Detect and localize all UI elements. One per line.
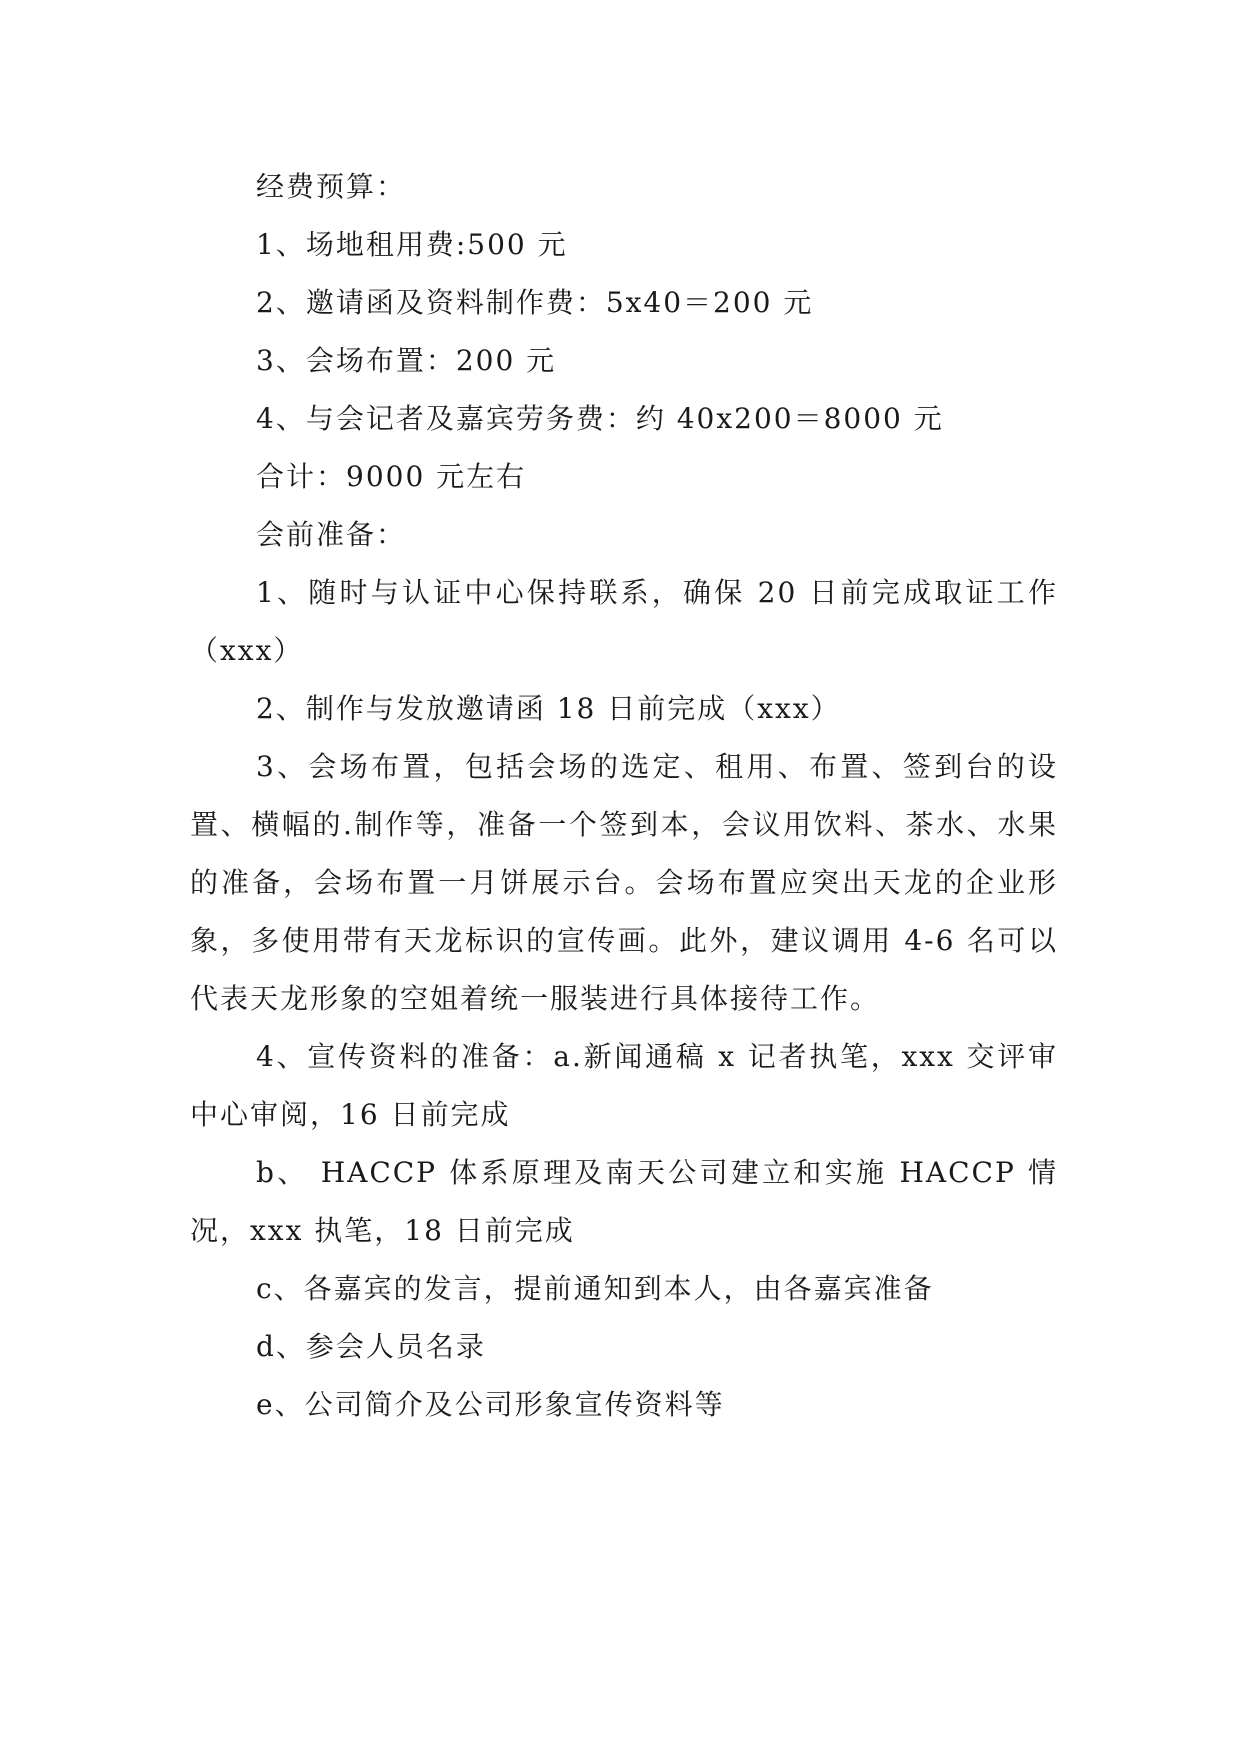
paragraph-budget-item: 2、邀请函及资料制作费：5x40＝200 元 xyxy=(256,286,814,319)
document-body xyxy=(190,158,1058,1434)
paragraph-preparation-item: 2、制作与发放邀请函 18 日前完成（xxx） xyxy=(256,692,841,725)
paragraph-preparation-subitem: c、各嘉宾的发言，提前通知到本人，由各嘉宾准备 xyxy=(256,1272,934,1305)
paragraph-budget-item: 4、与会记者及嘉宾劳务费：约 40x200＝8000 元 xyxy=(256,402,944,435)
paragraph-budget-item: 3、会场布置：200 元 xyxy=(256,344,557,377)
paragraph-preparation-item: 4、宣传资料的准备：a.新闻通稿 x 记者执笔，xxx 交评审中心审阅，16 日前完成 xyxy=(190,1040,1058,1131)
paragraph-budget-total: 合计：9000 元左右 xyxy=(256,460,527,493)
paragraph-budget-item: 1、场地租用费:500 元 xyxy=(256,228,568,261)
paragraph-preparation-heading: 会前准备： xyxy=(256,518,407,551)
paragraph-preparation-item: 3、会场布置，包括会场的选定、租用、布置、签到台的设置、横幅的.制作等，准备一个签到本，会议用饮料、茶水、水果的准备，会场布置一月饼展示台。会场布置应突出天龙的企业形象，多使用带有天龙标识的宣传画。此外，建议调用 4-6 名可以代表天龙形象的空姐着统一服装进行具体接待工作。 xyxy=(190,750,1058,1015)
paragraph-preparation-subitem: b、 HACCP 体系原理及南天公司建立和实施 HACCP 情况，xxx 执笔，18 日前完成 xyxy=(190,1156,1058,1247)
paragraph-preparation-subitem: d、参会人员名录 xyxy=(256,1330,486,1363)
paragraph-preparation-item: 1、随时与认证中心保持联系，确保 20 日前完成取证工作（xxx） xyxy=(190,576,1058,667)
paragraph-preparation-subitem: e、公司简介及公司形象宣传资料等 xyxy=(256,1388,725,1421)
paragraph-budget-heading: 经费预算： xyxy=(256,170,407,203)
